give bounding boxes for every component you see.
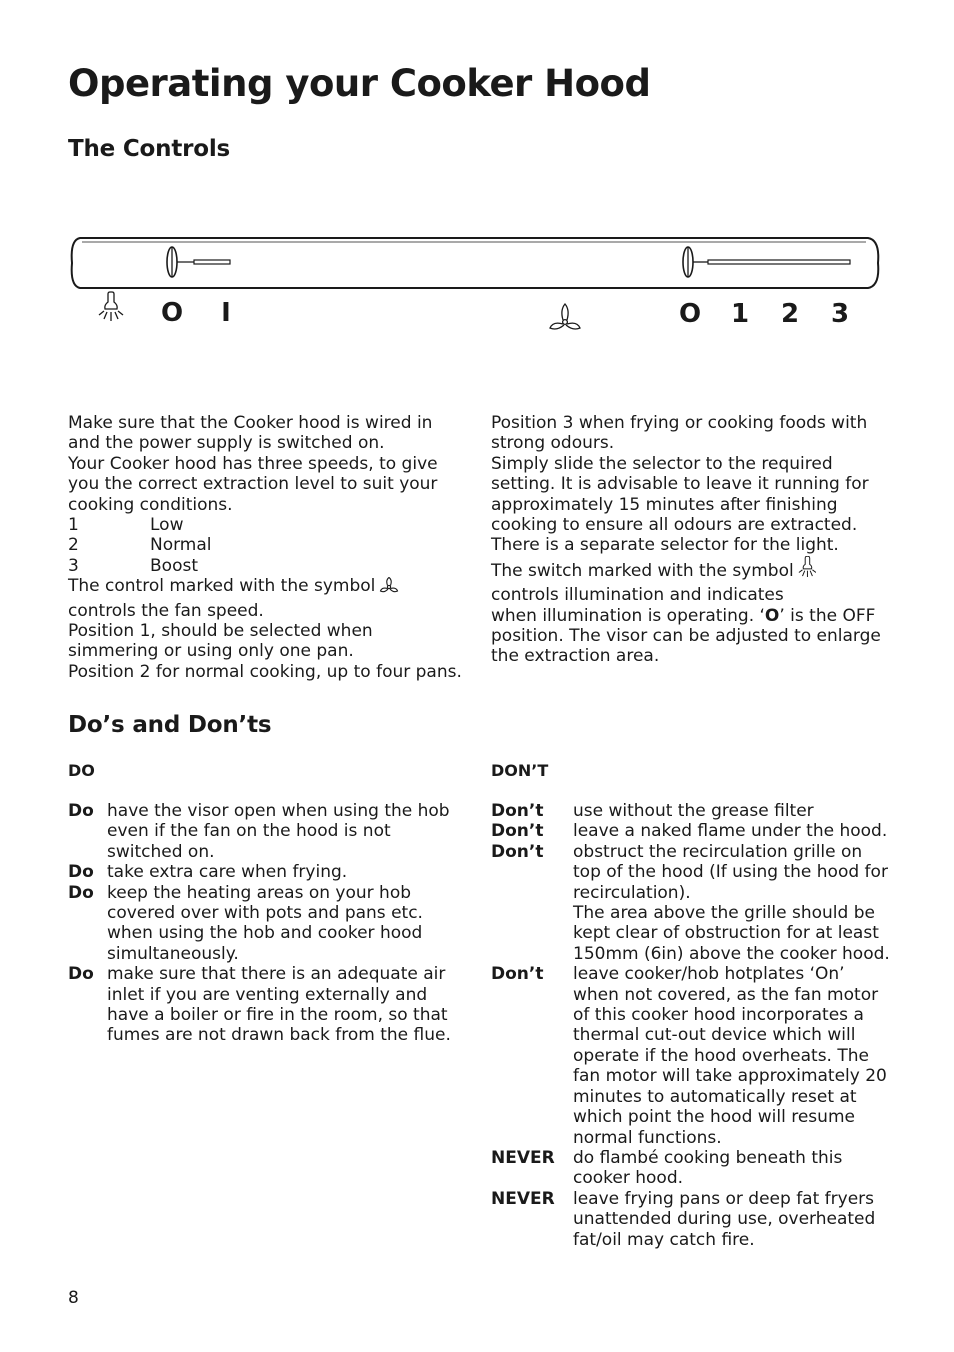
item-text: keep the heating areas on your hob covered over with pots and pans etc. when using the hob and cooker hood simultaneously. <box>107 882 423 964</box>
list-item <box>68 883 460 965</box>
speed-number: 3 <box>68 555 79 576</box>
list-item <box>491 1148 891 1189</box>
text-fragment: O <box>764 605 780 626</box>
text-fragment: The switch marked with the symbol <box>491 560 794 581</box>
light-slider[interactable] <box>167 247 230 277</box>
fan-icon <box>550 304 580 329</box>
item-key: Don’t <box>491 841 544 862</box>
item-key: NEVER <box>491 1188 555 1209</box>
item-key: Do <box>68 862 94 883</box>
speed-row-boost <box>68 556 468 576</box>
paragraph: Simply slide the selector to the required setting. It is advisable to leave it running for approximately 15 minutes after finishing cooking to ensure all odours are extracted. <box>491 453 869 536</box>
list-item <box>68 862 460 882</box>
fan-label-1: 1 <box>730 299 750 329</box>
paragraph: Your Cooker hood has three speeds, to give you the correct extraction level to suit your cooking conditions. <box>68 453 438 515</box>
item-key: Don’t <box>491 964 544 985</box>
speed-number: 2 <box>68 535 79 556</box>
item-text-block <box>573 842 891 964</box>
item-key: NEVER <box>491 1147 555 1168</box>
do-heading: DO <box>68 761 95 780</box>
item-key: Do <box>68 882 94 903</box>
fan-label-3: 3 <box>830 299 850 329</box>
page-title: Operating your Cooker Hood <box>68 62 651 105</box>
control-panel-diagram <box>68 230 888 340</box>
item-key: Do <box>68 964 94 985</box>
item-text: have the visor open when using the hob even if the fan on the hood is not switched on. <box>107 801 450 862</box>
light-bulb-icon <box>798 556 816 585</box>
list-item <box>491 1189 891 1250</box>
text-fragment: ’ is the OFF position. The visor can be adjusted to enlarge the extraction area. <box>491 605 881 667</box>
do-list <box>68 801 460 1046</box>
fan-slider[interactable] <box>683 247 850 277</box>
item-text-extra: The area above the grille should be kept clear of obstruction for at least 150mm (6in) above the cooker hood. <box>573 903 890 964</box>
text-fragment: controls the fan speed. <box>68 600 264 621</box>
controls-heading: The Controls <box>68 136 231 162</box>
dos-donts-heading: Do’s and Don’ts <box>68 712 272 738</box>
item-text: use without the grease filter <box>573 801 814 821</box>
fan-label-2: 2 <box>780 299 800 329</box>
item-text: leave cooker/hob hotplates ‘On’ when not covered, as the fan motor of this cooker hood incorporates a thermal cut-out device which will operate if the hood overheats. The fan motor will take approximately 20 minutes to automatically reset at which point the hood will resume normal functions. <box>573 964 887 1148</box>
light-bulb-icon <box>99 292 123 321</box>
list-item <box>491 821 891 841</box>
text-fragment: The control marked with the symbol <box>68 576 376 597</box>
speed-row-low <box>68 515 468 535</box>
text-fragment: when illumination is operating. ‘ <box>491 605 765 626</box>
speed-number: 1 <box>68 515 79 536</box>
paragraph: Position 3 when frying or cooking foods with strong odours. <box>491 413 868 454</box>
dont-list <box>491 801 891 1250</box>
dont-heading: DON’T <box>491 761 549 780</box>
item-key: Do <box>68 801 94 821</box>
paragraph <box>68 576 468 621</box>
list-item <box>68 801 460 862</box>
item-key: Don’t <box>491 801 544 821</box>
controls-text-left <box>68 413 468 682</box>
light-label-off: O <box>160 298 184 328</box>
text-fragment: controls illumination and indicates <box>491 585 784 606</box>
item-text: obstruct the recirculation grille on top of the hood (If using the hood for recirculation). <box>573 841 888 903</box>
item-text: leave a naked flame under the hood. <box>573 821 888 842</box>
item-text: leave frying pans or deep fat fryers unattended during use, overheated fat/oil may catch fire. <box>573 1188 876 1250</box>
speed-row-normal <box>68 535 468 555</box>
speed-label: Boost <box>150 555 198 576</box>
item-text: make sure that there is an adequate air inlet if you are venting externally and have a boiler or fire in the room, so that fumes are not drawn back from the flue. <box>107 964 451 1046</box>
control-panel-svg <box>68 230 888 340</box>
fan-label-off: O <box>678 299 702 329</box>
list-item <box>491 801 891 821</box>
page-number: 8 <box>68 1288 79 1308</box>
list-item <box>68 964 460 1046</box>
paragraph: Position 2 for normal cooking, up to four pans. <box>68 661 462 682</box>
item-text: take extra care when frying. <box>107 862 348 883</box>
light-label-on: I <box>221 298 231 328</box>
item-key: Don’t <box>491 821 544 842</box>
list-item <box>491 964 891 1148</box>
paragraph: Position 1, should be selected when simmering or using only one pan. <box>68 621 373 662</box>
speed-label: Normal <box>150 535 212 556</box>
fan-icon <box>379 577 399 600</box>
list-item <box>491 842 891 964</box>
item-text: do flambé cooking beneath this cooker hood. <box>573 1147 843 1189</box>
paragraph: There is a separate selector for the light. <box>491 535 839 556</box>
paragraph <box>491 556 889 667</box>
controls-text-right <box>491 413 889 667</box>
paragraph: Make sure that the Cooker hood is wired in and the power supply is switched on. <box>68 413 433 454</box>
speed-label: Low <box>150 515 184 536</box>
